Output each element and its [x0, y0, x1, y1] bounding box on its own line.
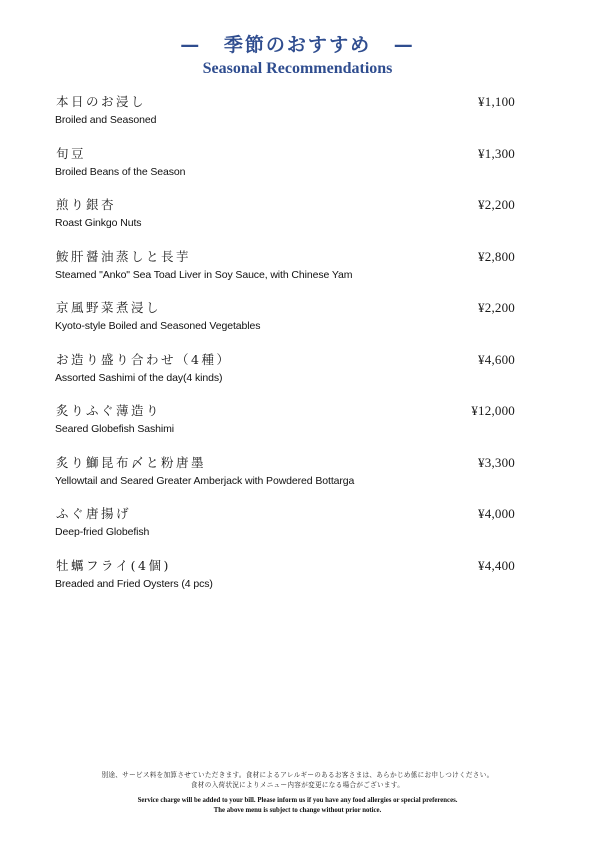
item-name-jp: 牡蠣フライ(4個) [56, 557, 171, 573]
item-name-en: Kyoto-style Boiled and Seasoned Vegetables [55, 320, 261, 332]
menu-item [0, 402, 595, 454]
item-name-jp: お造り盛り合わせ（4種） [56, 351, 232, 367]
item-name-jp: 煎り銀杏 [56, 197, 117, 212]
item-name-en: Yellowtail and Seared Greater Amberjack with Powdered Bottarga [55, 474, 355, 487]
item-name-jp: 鮟肝醤油蒸しと長芋 [56, 248, 192, 264]
item-name-jp: ふぐ唐揚げ [56, 506, 132, 521]
item-name-jp: 炙り鰤昆布〆と粉唐墨 [56, 454, 207, 470]
title-jp-text: 季節のおすすめ [223, 34, 372, 56]
item-name-jp: 京風野菜煮浸し [56, 300, 162, 315]
page-title-en: Seasonal Recommendations [202, 60, 393, 77]
item-price: ¥2,200 [478, 300, 515, 315]
menu-list [0, 93, 595, 608]
menu-item [0, 505, 595, 557]
item-price: ¥4,400 [478, 557, 515, 573]
item-name-en: Roast Ginkgo Nuts [55, 217, 142, 229]
page-title-jp [0, 33, 595, 57]
menu-change-note-jp: 食材の入荷状況によりメニュー内容が変更になる場合がございます。 [190, 781, 405, 789]
item-name-jp: 旬豆 [56, 145, 87, 161]
item-name-en: Broiled Beans of the Season [55, 165, 186, 178]
item-name-en: Breaded and Fried Oysters (4 pcs) [55, 577, 213, 590]
item-name-jp: 本日のお浸し [56, 94, 147, 109]
footer-notes [0, 770, 595, 816]
item-price: ¥2,800 [478, 248, 515, 264]
item-price: ¥1,100 [478, 94, 515, 109]
item-price: ¥12,000 [471, 403, 515, 418]
item-name-en: Seared Globefish Sashimi [55, 423, 174, 435]
menu-header [0, 33, 595, 79]
menu-item [0, 454, 595, 506]
menu-item [0, 351, 595, 403]
item-name-en: Deep-fried Globefish [55, 526, 150, 538]
title-dash-left: — [180, 34, 202, 56]
menu-item [0, 557, 595, 609]
item-name-en: Steamed "Anko" Sea Toad Liver in Soy Sauce, with Chinese Yam [55, 268, 353, 281]
item-price: ¥1,300 [478, 145, 515, 161]
item-name-en: Broiled and Seasoned [55, 114, 157, 126]
service-charge-note-jp: 別途、サービス料を加算させていただきます。食材によるアレルギーのあるお客さまは、あらかじめ係にお申しつけください。 [101, 771, 494, 779]
item-name-jp: 炙りふぐ薄造り [56, 403, 162, 418]
service-charge-note-en: Service charge will be added to your bill. Please inform us if you have any food allergies or special preferences. [137, 797, 458, 804]
item-price: ¥3,300 [478, 454, 515, 470]
item-name-en: Assorted Sashimi of the day(4 kinds) [55, 371, 223, 384]
menu-change-note-en: The above menu is subject to change without prior notice. [213, 807, 382, 814]
menu-item [0, 299, 595, 351]
title-dash-right: — [393, 34, 415, 56]
menu-item [0, 93, 595, 145]
item-price: ¥2,200 [478, 197, 515, 212]
menu-item [0, 196, 595, 248]
item-price: ¥4,000 [478, 506, 515, 521]
menu-item [0, 145, 595, 197]
item-price: ¥4,600 [478, 351, 515, 367]
menu-item [0, 248, 595, 300]
